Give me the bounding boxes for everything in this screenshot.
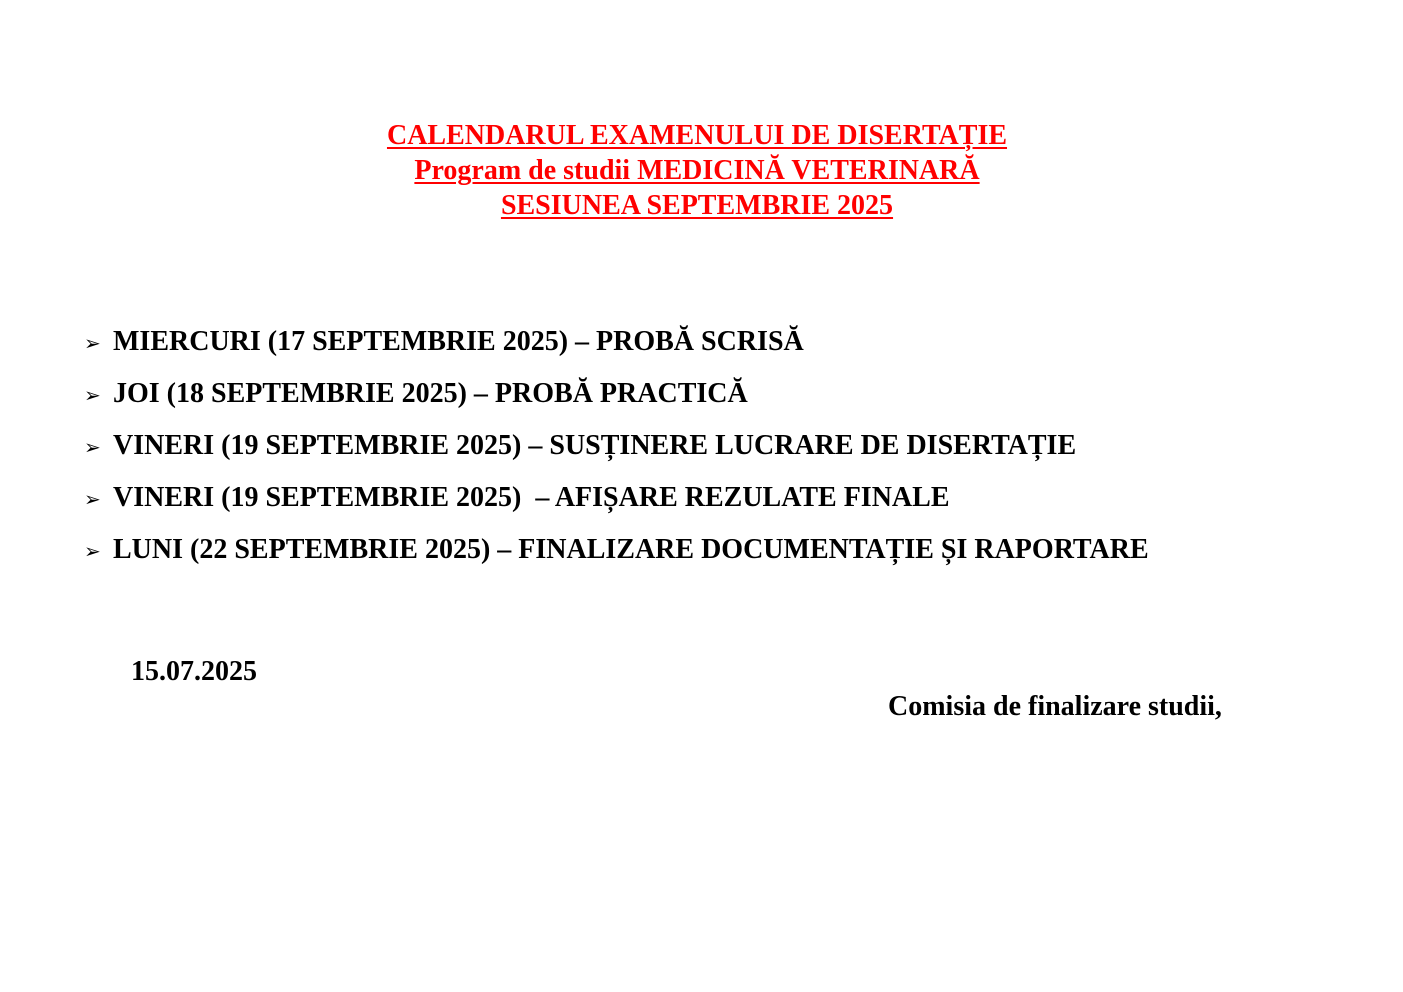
document-header	[0, 118, 1394, 223]
schedule-item	[84, 426, 1149, 478]
header-title-line	[0, 118, 1394, 153]
exam-schedule-list	[84, 322, 1149, 582]
schedule-item-text: JOI (18 SEPTEMBRIE 2025) – PROBĂ PRACTICĂ	[113, 378, 748, 409]
document-title: CALENDARUL EXAMENULUI DE DISERTAȚIE	[386, 120, 1008, 151]
schedule-item	[84, 374, 1149, 426]
schedule-item	[84, 478, 1149, 530]
header-session-line	[0, 188, 1394, 223]
arrowhead-bullet-icon: ➢	[84, 383, 101, 407]
arrowhead-bullet-icon: ➢	[84, 539, 101, 563]
schedule-item	[84, 530, 1149, 582]
document-date: 15.07.2025	[131, 656, 257, 687]
header-program-line	[0, 153, 1394, 188]
signature-line: Comisia de finalizare studii,	[888, 691, 1222, 722]
arrowhead-bullet-icon: ➢	[84, 331, 101, 355]
schedule-item-text: VINERI (19 SEPTEMBRIE 2025) – AFIȘARE REZULATE FINALE	[113, 482, 950, 513]
schedule-item-text: LUNI (22 SEPTEMBRIE 2025) – FINALIZARE DOCUMENTAȚIE ȘI RAPORTARE	[113, 534, 1149, 565]
schedule-item-text: VINERI (19 SEPTEMBRIE 2025) – SUSȚINERE LUCRARE DE DISERTAȚIE	[113, 430, 1077, 461]
schedule-item	[84, 322, 1149, 374]
schedule-item-text: MIERCURI (17 SEPTEMBRIE 2025) – PROBĂ SCRISĂ	[113, 326, 804, 357]
session-name: SESIUNEA SEPTEMBRIE 2025	[500, 190, 894, 221]
program-name: Program de studii MEDICINĂ VETERINARĂ	[414, 155, 980, 186]
arrowhead-bullet-icon: ➢	[84, 435, 101, 459]
arrowhead-bullet-icon: ➢	[84, 487, 101, 511]
